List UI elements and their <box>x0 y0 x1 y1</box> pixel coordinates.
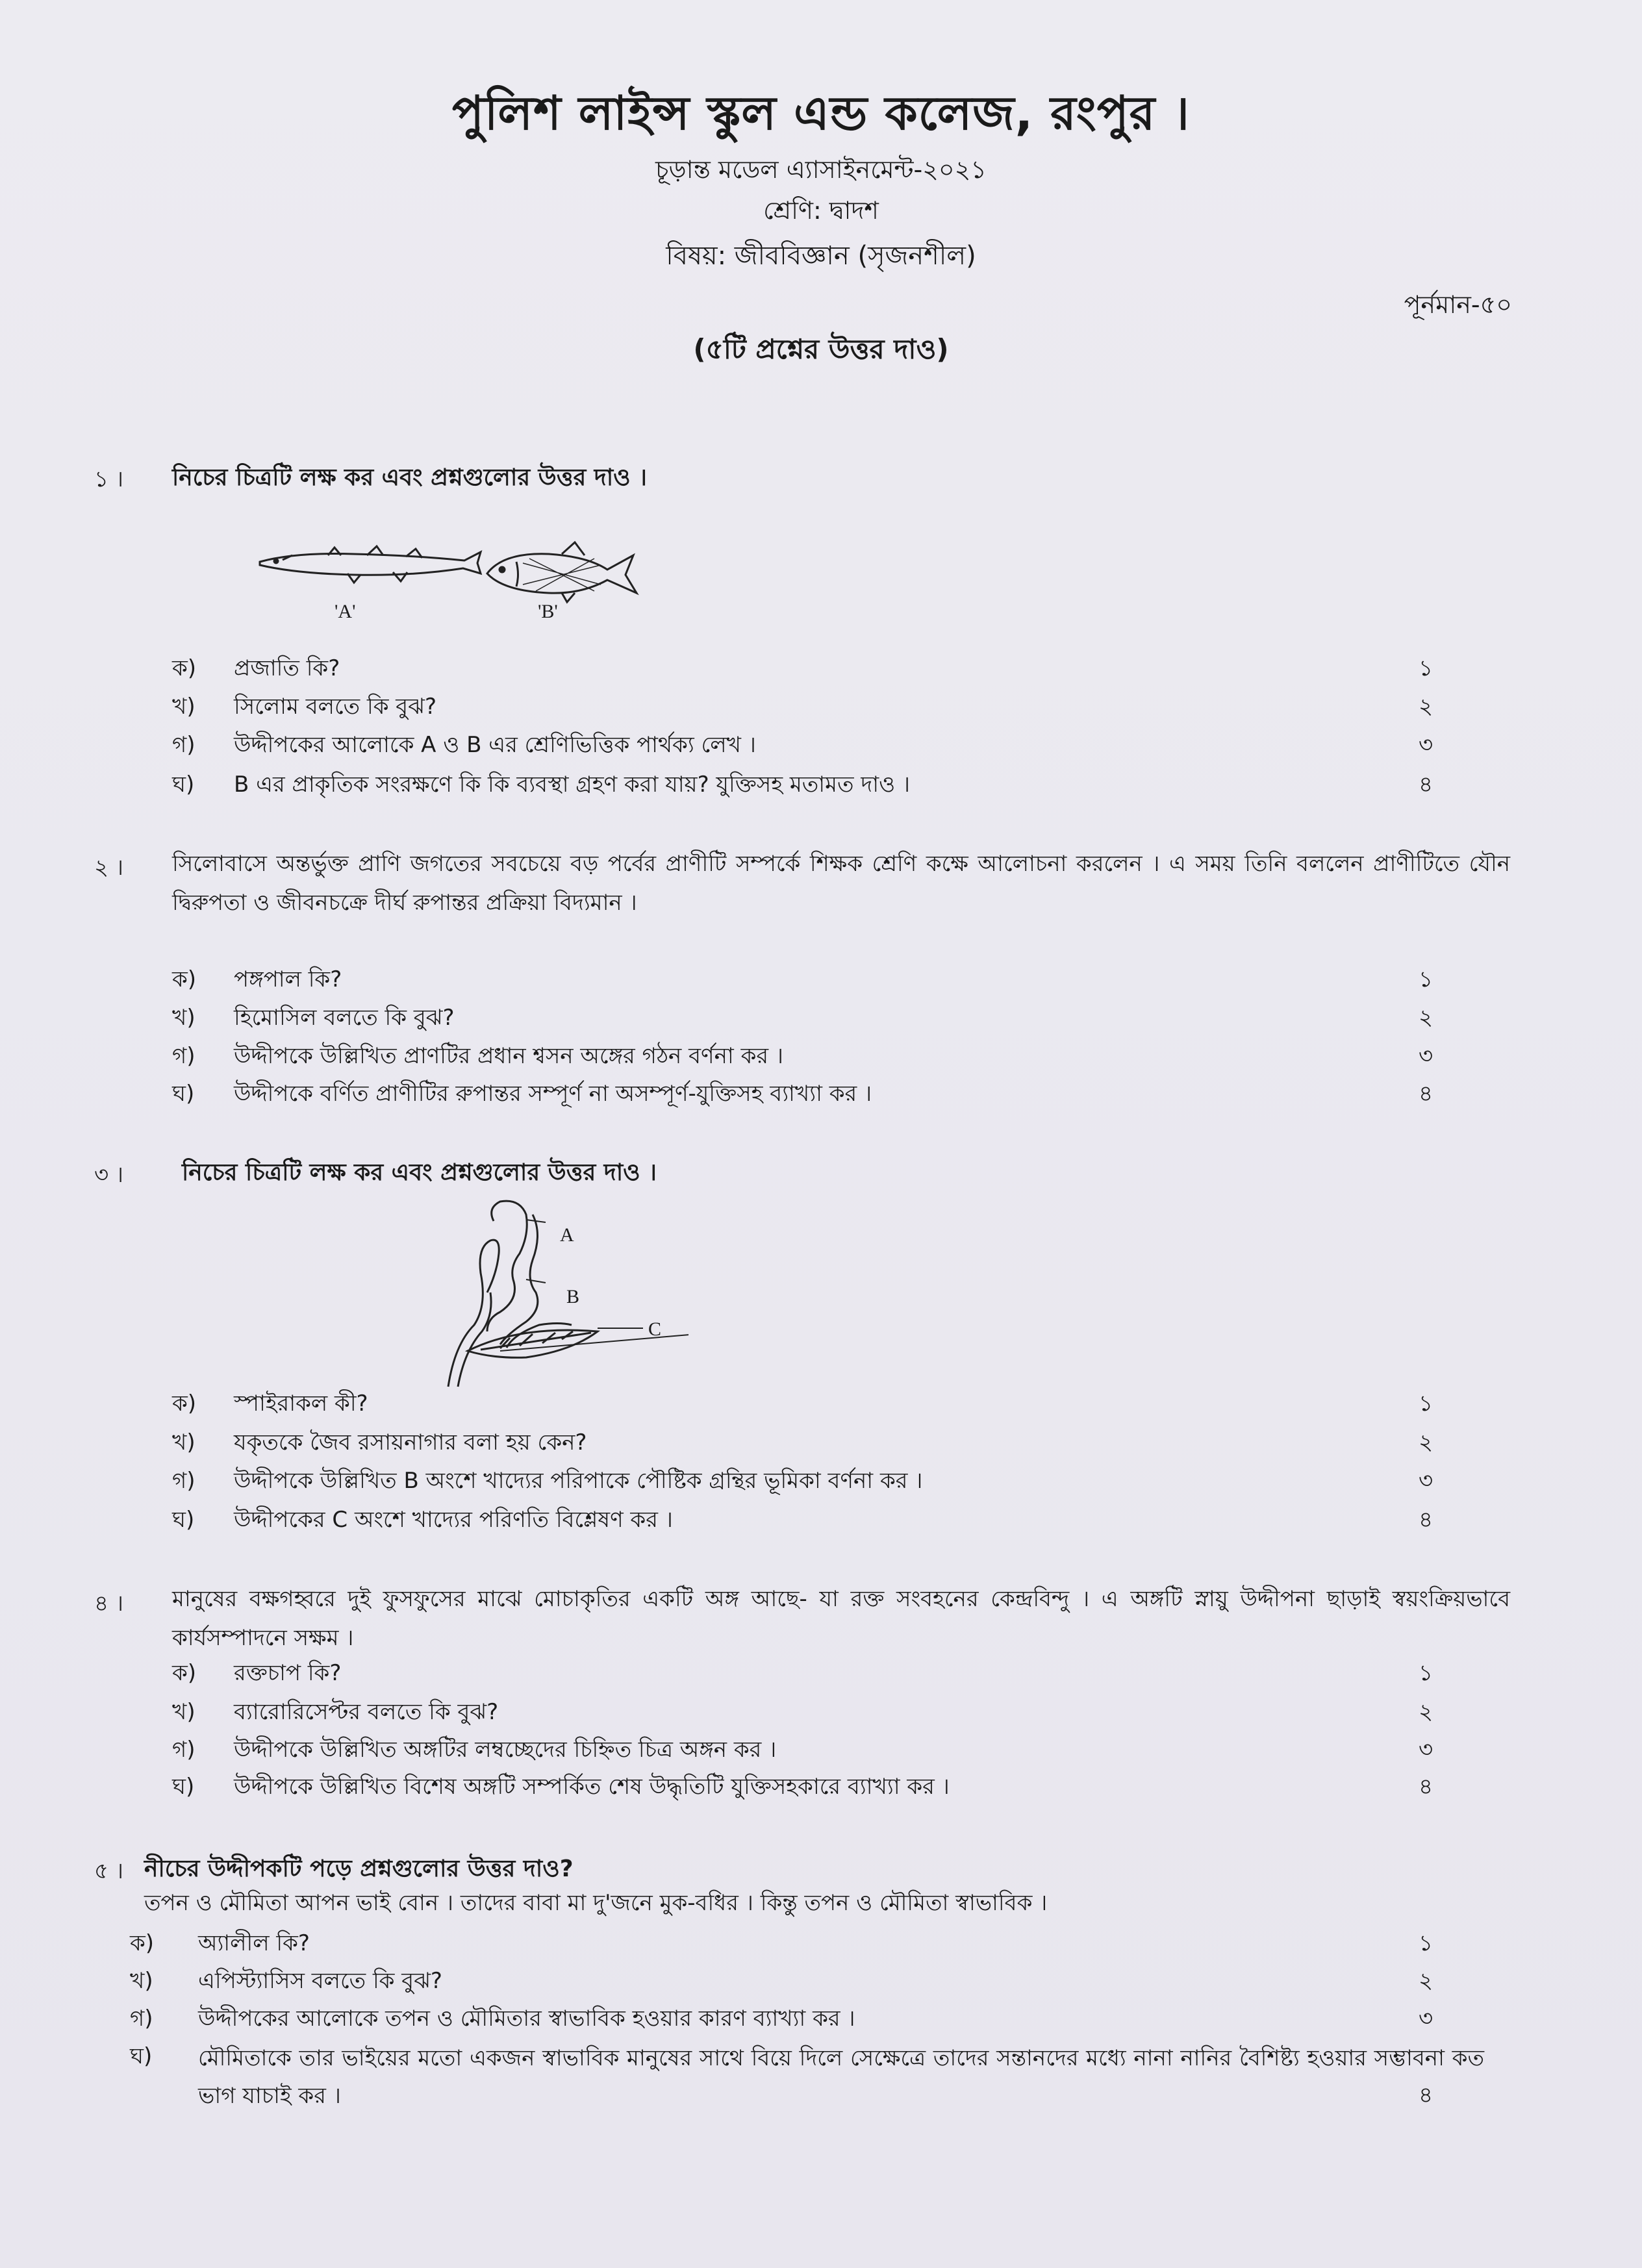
sub-marks: ৩ <box>1418 2006 1434 2032</box>
sub-text: এপিস্ট্যাসিস বলতে কি বুঝ? <box>198 1968 442 1994</box>
sub-question <box>172 1503 1439 1539</box>
sub-text: হিমোসিল বলতে কি বুঝ? <box>234 1005 455 1031</box>
question-number: ৫ । <box>94 1858 124 1884</box>
sub-question <box>172 963 1439 999</box>
sub-text: উদ্দীপকের আলোকে A ও B এর শ্রেণিভিত্তিক পার্থক্য লেখ । <box>234 732 756 758</box>
figure-label-b: 'B' <box>538 601 558 622</box>
sub-marks: ১ <box>1418 1391 1434 1417</box>
subject-label: বিষয়: জীববিজ্ঞান (সৃজনশীল) <box>666 241 976 271</box>
sub-question <box>172 1039 1439 1076</box>
sub-marks: ৪ <box>1418 2082 1434 2108</box>
sub-text: যকৃতকে জৈব রসায়নাগার বলা হয় কেন? <box>234 1430 587 1455</box>
sub-text: B এর প্রাকৃতিক সংরক্ষণে কি কি ব্যবস্থা গ্রহণ করা যায়? যুক্তিসহ মতামত দাও । <box>234 772 911 798</box>
sub-question <box>172 1656 1439 1693</box>
sub-question <box>130 1926 1439 1963</box>
fish-b-drawing <box>487 542 637 602</box>
sub-marks: ২ <box>1418 1699 1434 1725</box>
sub-question <box>172 1077 1439 1113</box>
sub-label: গ) <box>172 1737 196 1763</box>
sub-text: উদ্দীপকে উল্লিখিত B অংশে খাদ্যের পরিপাকে পৌষ্টিক গ্রন্থির ভূমিকা বর্ণনা কর । <box>234 1468 923 1494</box>
digestive-figure <box>429 1195 688 1390</box>
sub-text: উদ্দীপকে উল্লিখিত অঙ্গটির লম্বচ্ছেদের চিহ্নিত চিত্র অঙ্গন কর । <box>234 1737 777 1763</box>
sub-label: গ) <box>172 1468 196 1494</box>
sub-text: উদ্দীপকে উল্লিখিত বিশেষ অঙ্গটি সম্পর্কিত শেষ উদ্ধৃতিটি যুক্তিসহকারে ব্যাখ্যা কর । <box>234 1774 950 1800</box>
sub-text: প্রজাতি কি? <box>234 655 340 681</box>
sub-label: ক) <box>172 1391 197 1417</box>
sub-marks: ৪ <box>1418 772 1434 798</box>
question-stem: তপন ও মৌমিতা আপন ভাই বোন । তাদের বাবা মা দু'জনে মুক-বধির । কিন্তু তপন ও মৌমিতা স্বাভাবিক । <box>144 1890 1048 1916</box>
sub-text: মৌমিতাকে তার ভাইয়ের মতো একজন স্বাভাবিক মানুষের সাথে বিয়ে দিলে সেক্ষেত্রে তাদের সন্তানদের মধ্যে নানা নানির বৈশিষ্ট্য হওয়ার সম্ভাবনা কত ভাগ যাচাই কর । <box>198 2045 1484 2109</box>
question-number: ১ । <box>94 466 124 492</box>
sub-text: পঙ্গপাল কি? <box>234 966 342 992</box>
sub-label: ক) <box>172 655 197 681</box>
sub-label: ঘ) <box>172 1774 195 1800</box>
sub-question <box>172 1733 1439 1769</box>
sub-question <box>172 1001 1439 1037</box>
figure-label-b: B <box>566 1286 580 1307</box>
figure-label-a: A <box>560 1224 574 1246</box>
sub-question <box>130 2039 1484 2111</box>
class-label: শ্রেণি: দ্বাদশ <box>763 196 879 225</box>
sub-question <box>172 1387 1439 1423</box>
sub-label: ক) <box>172 1660 197 1686</box>
sub-marks: ৩ <box>1418 1737 1434 1763</box>
question-heading: নীচের উদ্দীপকটি পড়ে প্রশ্নগুলোর উত্তর দাও? <box>144 1856 574 1882</box>
sub-label: ঘ) <box>172 1081 195 1107</box>
sub-label: খ) <box>172 1699 196 1725</box>
sub-text: অ্যালীল কি? <box>198 1930 310 1956</box>
question-stem: সিলোবাসে অন্তর্ভুক্ত প্রাণি জগতের সবচেয়ে বড় পর্বের প্রাণীটি সম্পর্কে শিক্ষক শ্রেণি কক্ষে আলোচনা করলেন । এ সময় তিনি বললেন প্রাণীটিতে যৌন দ্বিরুপতা ও জীবনচক্রে দীর্ঘ রুপান্তর প্রক্রিয়া বিদ্যমান । <box>172 851 1510 916</box>
question-number: ২ । <box>94 855 124 881</box>
question-number: ৩ । <box>94 1162 124 1188</box>
sub-question <box>172 1464 1439 1500</box>
sub-label: ঘ) <box>172 772 195 798</box>
sub-text: উদ্দীপকের C অংশে খাদ্যের পরিণতি বিশ্লেষণ কর । <box>234 1507 673 1533</box>
figure-label-a: 'A' <box>335 601 356 622</box>
sub-marks: ২ <box>1418 694 1434 720</box>
sub-label: ঘ) <box>172 1507 195 1533</box>
sub-label: খ) <box>172 1430 196 1455</box>
sub-text: সিলোম বলতে কি বুঝ? <box>234 694 436 720</box>
sub-marks: ২ <box>1418 1005 1434 1031</box>
sub-question <box>172 690 1439 726</box>
sub-marks: ২ <box>1418 1430 1434 1455</box>
question-number: ৪ । <box>94 1591 124 1617</box>
exam-name: চূড়ান্ত মডেল এ্যাসাইনমেন্ট-২০২১ <box>655 155 987 184</box>
fish-a-drawing <box>260 546 481 583</box>
sub-label: গ) <box>172 1043 196 1069</box>
instruction: (৫টি প্রশ্নের উত্তর দাও) <box>693 333 949 365</box>
sub-label: খ) <box>130 1968 153 1994</box>
sub-marks: ১ <box>1418 1660 1434 1686</box>
sub-marks: ১ <box>1418 1930 1434 1956</box>
sub-marks: ১ <box>1418 966 1434 992</box>
sub-marks: ৪ <box>1418 1081 1434 1107</box>
sub-text: রক্তচাপ কি? <box>234 1660 342 1686</box>
sub-marks: ২ <box>1418 1968 1434 1994</box>
sub-question <box>172 1695 1439 1732</box>
sub-text: স্পাইরাকল কী? <box>234 1391 368 1417</box>
sub-label: গ) <box>130 2006 153 2032</box>
sub-question <box>172 768 1439 804</box>
sub-question <box>172 728 1439 764</box>
sub-question <box>172 1770 1439 1806</box>
sub-marks: ৪ <box>1418 1774 1434 1800</box>
sub-question <box>172 651 1439 688</box>
sub-label: ক) <box>172 966 197 992</box>
sub-label: খ) <box>172 694 196 720</box>
sub-question <box>130 1964 1439 2000</box>
sub-text: উদ্দীপকে বর্ণিত প্রাণীটির রুপান্তর সম্পূর্ণ না অসম্পূর্ণ-যুক্তিসহ ব্যাখ্যা কর । <box>234 1081 872 1107</box>
school-title: পুলিশ লাইন্স স্কুল এন্ড কলেজ, রংপুর । <box>451 86 1191 140</box>
sub-question <box>172 1426 1439 1462</box>
full-marks: পূর্নমান-৫০ <box>1404 290 1512 319</box>
question-heading: নিচের চিত্রটি লক্ষ কর এবং প্রশ্নগুলোর উত্তর দাও । <box>182 1159 657 1186</box>
sub-marks: ১ <box>1418 655 1434 681</box>
sub-label: ঘ) <box>130 2043 153 2069</box>
question-stem: মানুষের বক্ষগহ্বরে দুই ফুসফুসের মাঝে মোচাকৃতির একটি অঙ্গ আছে- যা রক্ত সংবহনের কেন্দ্রবিন্দু । এ অঙ্গটি স্নায়ু উদ্দীপনা ছাড়াই স্বয়ংক্রিয়ভাবে কার্যসম্পাদনে সক্ষম । <box>172 1586 1510 1651</box>
figure-label-c: C <box>648 1318 662 1340</box>
sub-question <box>130 2002 1439 2038</box>
sub-marks: ৩ <box>1418 732 1434 758</box>
sub-marks: ৪ <box>1418 1507 1434 1533</box>
sub-label: ক) <box>130 1930 155 1956</box>
sub-marks: ৩ <box>1418 1468 1434 1494</box>
sub-marks: ৩ <box>1418 1043 1434 1069</box>
question-heading: নিচের চিত্রটি লক্ষ কর এবং প্রশ্নগুলোর উত্তর দাও । <box>172 464 648 491</box>
fish-figure <box>257 529 646 627</box>
sub-text: ব্যারোরিসেপ্টর বলতে কি বুঝ? <box>234 1699 499 1725</box>
sub-label: খ) <box>172 1005 196 1031</box>
sub-text: উদ্দীপকের আলোকে তপন ও মৌমিতার স্বাভাবিক হওয়ার কারণ ব্যাখ্যা কর । <box>198 2006 855 2032</box>
sub-text: উদ্দীপকে উল্লিখিত প্রাণটির প্রধান শ্বসন অঙ্গের গঠন বর্ণনা কর । <box>234 1043 784 1069</box>
sub-label: গ) <box>172 732 196 758</box>
